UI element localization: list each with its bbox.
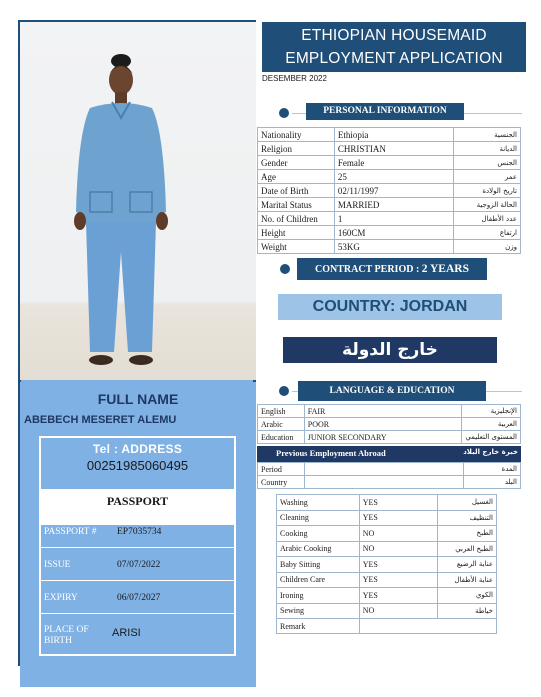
tel-value: 00251985060495 bbox=[86, 458, 189, 473]
personal-label: Weight bbox=[258, 240, 335, 254]
skill-value: NO bbox=[359, 541, 437, 557]
tel-label: Tel : ADDRESS bbox=[92, 442, 183, 456]
personal-label-arabic: تاريخ الولادة bbox=[454, 184, 521, 198]
personal-value: MARRIED bbox=[334, 198, 453, 212]
personal-value: Female bbox=[334, 156, 453, 170]
language-label-arabic: المستوى التعليمي bbox=[462, 431, 521, 444]
previous-label-arabic: البلد bbox=[464, 476, 521, 489]
full-name-label: FULL NAME bbox=[97, 391, 179, 407]
skill-label: Ironing bbox=[277, 588, 360, 604]
personal-label-arabic: ارتفاع bbox=[454, 226, 521, 240]
personal-label: No. of Children bbox=[258, 212, 335, 226]
place-of-birth-label-2: BIRTH bbox=[44, 636, 72, 646]
language-value: FAIR bbox=[304, 405, 462, 418]
previous-value bbox=[304, 463, 463, 476]
personal-value: 25 bbox=[334, 170, 453, 184]
personal-row bbox=[258, 142, 521, 156]
personal-row bbox=[258, 128, 521, 142]
language-table bbox=[257, 404, 521, 444]
language-value: JUNIOR SECONDARY bbox=[304, 431, 462, 444]
skill-label: Children Care bbox=[277, 572, 360, 588]
skill-value: YES bbox=[359, 572, 437, 588]
personal-value: Ethiopia bbox=[334, 128, 453, 142]
previous-label: Period bbox=[258, 463, 305, 476]
personal-row bbox=[258, 212, 521, 226]
skill-value: NO bbox=[359, 603, 437, 619]
skill-row bbox=[277, 541, 497, 557]
divider bbox=[39, 613, 236, 614]
language-education-heading: LANGUAGE & EDUCATION bbox=[298, 381, 486, 401]
personal-label-arabic: الجنسية bbox=[454, 128, 521, 142]
personal-label-arabic: الجنس bbox=[454, 156, 521, 170]
personal-label: Nationality bbox=[258, 128, 335, 142]
expiry-value: 06/07/2027 bbox=[117, 593, 161, 603]
personal-label-arabic: وزن bbox=[454, 240, 521, 254]
skills-table bbox=[276, 494, 497, 634]
personal-label-arabic: الديانة bbox=[454, 142, 521, 156]
remark-value bbox=[359, 619, 496, 634]
person-figure bbox=[20, 22, 256, 380]
skill-label-arabic: التنظيف bbox=[438, 510, 497, 526]
applicant-photo bbox=[20, 22, 256, 380]
personal-value: 02/11/1997 bbox=[334, 184, 453, 198]
personal-info-heading: PERSONAL INFORMATION bbox=[306, 103, 464, 120]
country-banner-arabic: خارج الدولة bbox=[283, 337, 497, 363]
language-label: English bbox=[258, 405, 305, 418]
skill-label-arabic: الطبخ bbox=[438, 526, 497, 542]
skill-row bbox=[277, 572, 497, 588]
personal-value: CHRISTIAN bbox=[334, 142, 453, 156]
previous-value bbox=[304, 476, 463, 489]
skill-row bbox=[277, 557, 497, 573]
personal-label: Height bbox=[258, 226, 335, 240]
skill-row bbox=[277, 510, 497, 526]
skill-label-arabic: عناية الرضيع bbox=[438, 557, 497, 573]
skill-label: Baby Sitting bbox=[277, 557, 360, 573]
passport-number-value: EP7035734 bbox=[117, 527, 162, 537]
skill-row bbox=[277, 526, 497, 542]
skill-label: Washing bbox=[277, 495, 360, 511]
personal-label: Gender bbox=[258, 156, 335, 170]
personal-row bbox=[258, 240, 521, 254]
skill-value: YES bbox=[359, 510, 437, 526]
document-title bbox=[262, 22, 526, 72]
full-name-value: ABEBECH MESERET ALEMU bbox=[24, 414, 177, 426]
bullet-icon bbox=[280, 264, 290, 274]
language-row bbox=[258, 418, 521, 431]
title-line-2: EMPLOYMENT APPLICATION bbox=[285, 50, 503, 67]
skill-value: NO bbox=[359, 526, 437, 542]
personal-label-arabic: عمر bbox=[454, 170, 521, 184]
personal-row bbox=[258, 198, 521, 212]
place-of-birth-value: ARISI bbox=[112, 627, 141, 639]
issue-value: 07/07/2022 bbox=[117, 560, 161, 570]
issue-label: ISSUE bbox=[44, 560, 71, 570]
bullet-icon bbox=[279, 386, 289, 396]
personal-row bbox=[258, 184, 521, 198]
skill-value: YES bbox=[359, 495, 437, 511]
language-label: Arabic bbox=[258, 418, 305, 431]
skill-value: YES bbox=[359, 588, 437, 604]
skill-label-arabic: الغسيل bbox=[438, 495, 497, 511]
personal-row bbox=[258, 156, 521, 170]
skill-row bbox=[277, 588, 497, 604]
personal-label: Marital Status bbox=[258, 198, 335, 212]
language-value: POOR bbox=[304, 418, 462, 431]
personal-label: Religion bbox=[258, 142, 335, 156]
contract-period bbox=[297, 258, 487, 280]
divider bbox=[39, 547, 236, 548]
remark-label: Remark bbox=[277, 619, 360, 634]
personal-label: Age bbox=[258, 170, 335, 184]
skill-value: YES bbox=[359, 557, 437, 573]
personal-value: 53KG bbox=[334, 240, 453, 254]
personal-row bbox=[258, 226, 521, 240]
personal-label-arabic: الحالة الزوجية bbox=[454, 198, 521, 212]
language-row bbox=[258, 431, 521, 444]
skill-row bbox=[277, 603, 497, 619]
previous-employment-label: Previous Employment Abroad bbox=[276, 448, 386, 458]
country-banner: COUNTRY: JORDAN bbox=[278, 294, 502, 320]
skill-label: Arabic Cooking bbox=[277, 541, 360, 557]
place-of-birth-label: PLACE OF bbox=[44, 625, 89, 635]
remark-row bbox=[277, 619, 497, 634]
skill-label-arabic: الكوي bbox=[438, 588, 497, 604]
personal-label-arabic: عدد الأطفال bbox=[454, 212, 521, 226]
previous-label-arabic: المدة bbox=[464, 463, 521, 476]
personal-label: Date of Birth bbox=[258, 184, 335, 198]
divider bbox=[39, 580, 236, 581]
previous-employment-table bbox=[257, 462, 521, 489]
passport-number-label: PASSPORT # bbox=[44, 527, 97, 537]
skill-label: Sewing bbox=[277, 603, 360, 619]
previous-employment-heading bbox=[257, 446, 521, 462]
language-label-arabic: العربية bbox=[462, 418, 521, 431]
personal-value: 1 bbox=[334, 212, 453, 226]
bullet-icon bbox=[279, 108, 289, 118]
previous-label: Country bbox=[258, 476, 305, 489]
expiry-label: EXPIRY bbox=[44, 593, 78, 603]
previous-row bbox=[258, 476, 521, 489]
language-row bbox=[258, 405, 521, 418]
language-label: Education bbox=[258, 431, 305, 444]
skill-label-arabic: عناية الأطفال bbox=[438, 572, 497, 588]
previous-employment-label-arabic: خبرة خارج البلاد bbox=[463, 448, 518, 456]
contract-period-value: 2 YEARS bbox=[421, 263, 469, 275]
passport-heading: PASSPORT bbox=[39, 489, 236, 525]
skill-label: Cooking bbox=[277, 526, 360, 542]
previous-row bbox=[258, 463, 521, 476]
contract-period-label: CONTRACT PERIOD : bbox=[315, 264, 420, 275]
personal-value: 160CM bbox=[334, 226, 453, 240]
skill-label-arabic: الطبخ العربي bbox=[438, 541, 497, 557]
skill-row bbox=[277, 495, 497, 511]
personal-info-table bbox=[257, 127, 521, 254]
skill-label: Cleaning bbox=[277, 510, 360, 526]
language-label-arabic: الإنجليزية bbox=[462, 405, 521, 418]
document-date: DESEMBER 2022 bbox=[262, 74, 327, 83]
title-line-1: ETHIOPIAN HOUSEMAID bbox=[301, 27, 487, 44]
skill-label-arabic: خياطة bbox=[438, 603, 497, 619]
personal-row bbox=[258, 170, 521, 184]
